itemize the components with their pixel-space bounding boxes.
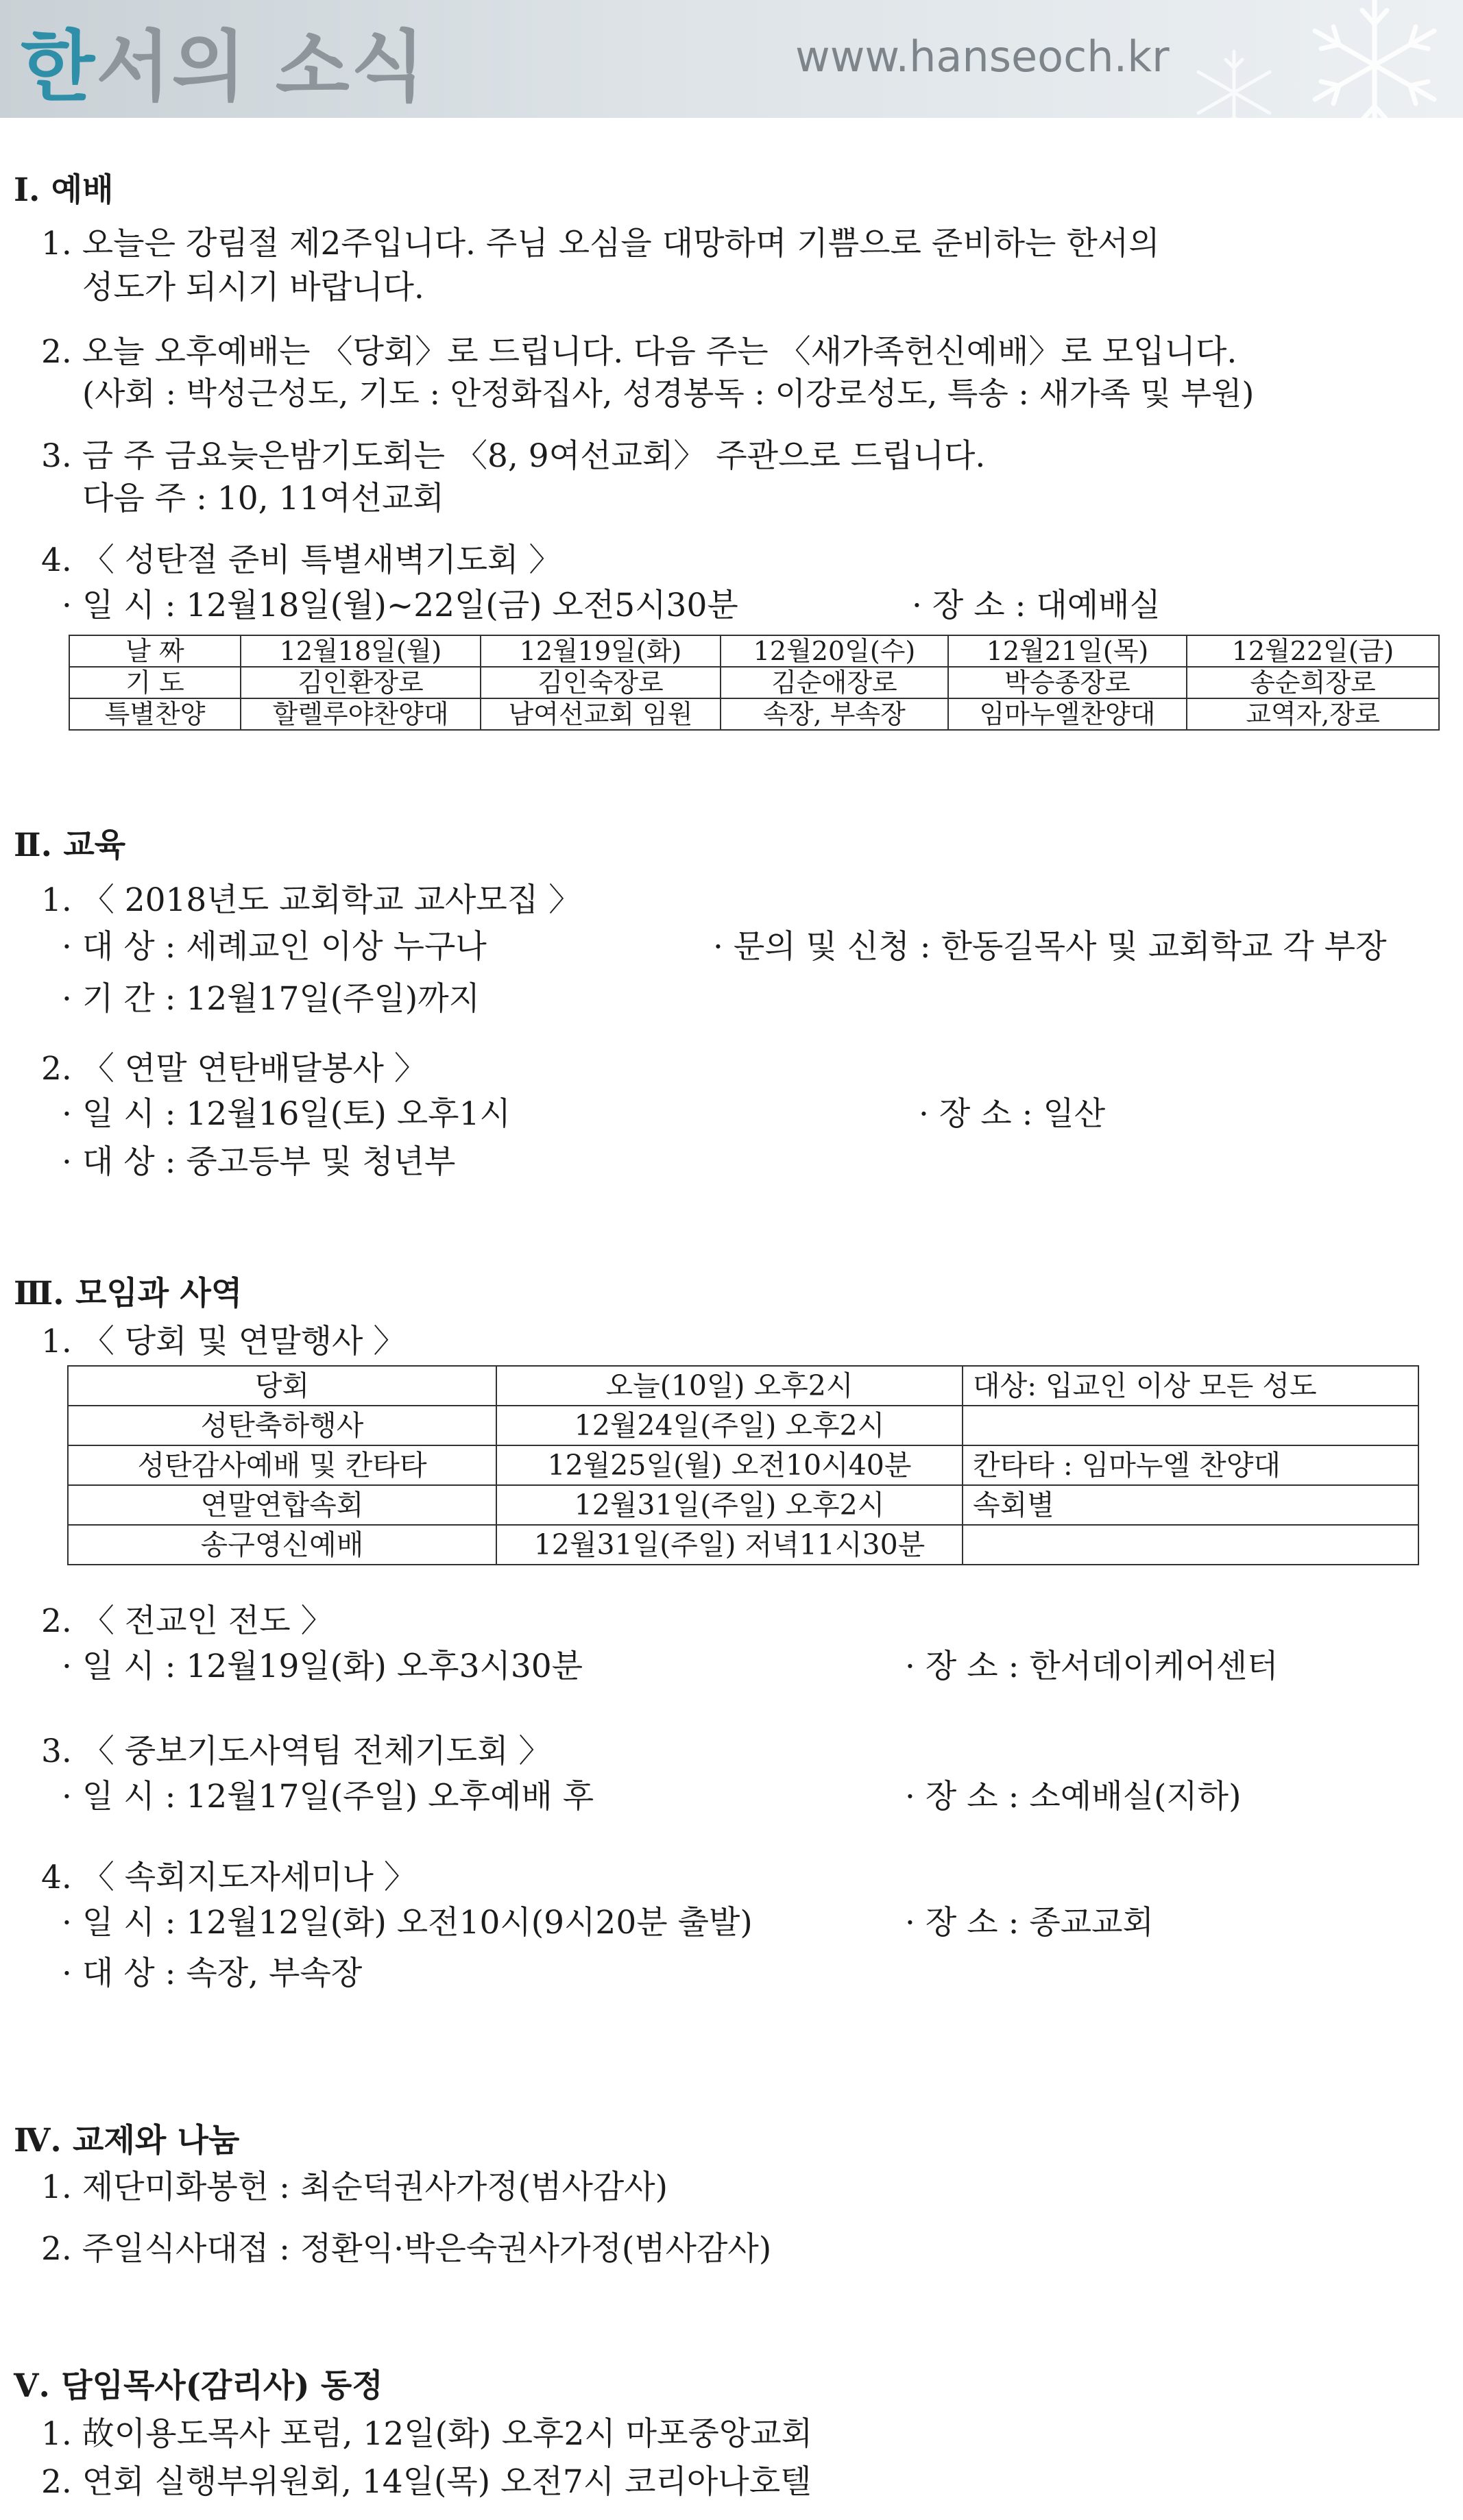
table-cell: 김인환장로	[241, 667, 481, 698]
table-cell: 임마누엘찬양대	[948, 698, 1187, 730]
table-row	[69, 635, 1439, 667]
table-cell: 12월18일(월)	[241, 635, 481, 667]
section-heading-meetings: Ⅲ. 모임과 사역	[14, 1275, 243, 1312]
table-row	[68, 1525, 1418, 1565]
meetings-item-4-title: 4. 〈 속회지도자세미나 〉	[41, 1859, 416, 1896]
table-row	[68, 1485, 1418, 1525]
education-item-2-place: · 장 소 : 일산	[919, 1095, 1106, 1133]
fellowship-item-1: 1. 제단미화봉헌 : 최순덕권사가정(범사감사)	[41, 2168, 668, 2206]
table-row	[68, 1366, 1418, 1406]
bulletin-title	[21, 5, 426, 116]
title-accent: 한	[21, 23, 97, 112]
table-cell: 특별찬양	[69, 698, 241, 730]
website-url[interactable]: www.hanseoch.kr	[795, 32, 1170, 82]
table-cell: 12월19일(화)	[481, 635, 721, 667]
table-cell: 당회	[68, 1366, 496, 1406]
table-cell: 성탄감사예배 및 칸타타	[68, 1445, 496, 1485]
section-heading-education: Ⅱ. 교육	[14, 827, 126, 864]
education-item-2-target: · 대 상 : 중고등부 및 청년부	[62, 1143, 456, 1181]
meetings-item-2-time: · 일 시 : 12월19일(화) 오후3시30분	[62, 1648, 583, 1685]
table-cell: 기 도	[69, 667, 241, 698]
table-cell: 오늘(10일) 오후2시	[496, 1366, 963, 1406]
table-row	[68, 1406, 1418, 1445]
header-banner	[0, 0, 1463, 118]
worship-item-3: 3. 금 주 금요늦은밤기도회는 〈8, 9여선교회〉 주관으로 드립니다.	[41, 437, 986, 475]
table-cell: 12월31일(주일) 저녁11시30분	[496, 1525, 963, 1565]
meetings-item-1-title: 1. 〈 당회 및 연말행사 〉	[41, 1323, 406, 1360]
meetings-item-4-target: · 대 상 : 속장, 부속장	[62, 1955, 363, 1992]
meetings-item-2-place: · 장 소 : 한서데이케어센터	[905, 1648, 1279, 1685]
title-rest: 서의 소식	[96, 23, 426, 112]
worship-item-1-cont: 성도가 되시기 바랍니다.	[82, 269, 424, 306]
table-cell: 연말연합속회	[68, 1485, 496, 1525]
table-cell: 12월22일(금)	[1187, 635, 1439, 667]
snowflake-icon	[1179, 48, 1289, 118]
meetings-item-3-title: 3. 〈 중보기도사역팀 전체기도회 〉	[41, 1733, 551, 1770]
meetings-item-2-title: 2. 〈 전교인 전도 〉	[41, 1602, 333, 1640]
fellowship-item-2: 2. 주일식사대접 : 정환익·박은숙권사가정(범사감사)	[41, 2230, 772, 2268]
education-item-2-title: 2. 〈 연말 연탄배달봉사 〉	[41, 1050, 426, 1088]
worship-item-2: 2. 오늘 오후예배는 〈당회〉로 드립니다. 다음 주는 〈새가족헌신예배〉로 모입니다.	[41, 333, 1237, 371]
worship-item-4-place: · 장 소 : 대예배실	[912, 587, 1161, 624]
meetings-item-3-place: · 장 소 : 소예배실(지하)	[905, 1778, 1242, 1815]
table-cell: 12월20일(수)	[721, 635, 948, 667]
worship-item-2-cont: (사회 : 박성근성도, 기도 : 안정화집사, 성경봉독 : 이강로성도, 특송 : 새가족 및 부원)	[82, 375, 1255, 412]
table-cell: 속장, 부속장	[721, 698, 948, 730]
section-heading-pastor: Ⅴ. 담임목사(감리사) 동정	[14, 2367, 383, 2405]
education-item-1-target: · 대 상 : 세례교인 이상 누구나	[62, 928, 487, 966]
worship-item-4-title: 4. 〈 성탄절 준비 특별새벽기도회 〉	[41, 541, 561, 579]
table-cell: 속회별	[963, 1485, 1418, 1525]
table-cell	[963, 1406, 1418, 1445]
snowflake-icon	[1289, 0, 1460, 118]
table-cell: 12월21일(목)	[948, 635, 1187, 667]
pastor-item-1: 1. 故이용도목사 포럼, 12일(화) 오후2시 마포중앙교회	[41, 2415, 813, 2453]
dawn-prayer-table	[69, 635, 1440, 731]
table-cell: 송구영신예배	[68, 1525, 496, 1565]
table-cell: 남여선교회 임원	[481, 698, 721, 730]
table-cell: 송순희장로	[1187, 667, 1439, 698]
education-item-1-title: 1. 〈 2018년도 교회학교 교사모집 〉	[41, 881, 581, 919]
table-row	[68, 1445, 1418, 1485]
education-item-1-apply: · 문의 및 신청 : 한동길목사 및 교회학교 각 부장	[713, 928, 1387, 966]
worship-item-3-cont: 다음 주 : 10, 11여선교회	[82, 480, 444, 517]
section-heading-fellowship: Ⅳ. 교제와 나눔	[14, 2122, 240, 2160]
table-cell: 박승종장로	[948, 667, 1187, 698]
worship-item-1: 1. 오늘은 강림절 제2주입니다. 주님 오심을 대망하며 기쁨으로 준비하는 한서의	[41, 225, 1160, 262]
table-cell	[963, 1525, 1418, 1565]
table-cell: 김인숙장로	[481, 667, 721, 698]
worship-item-4-time: · 일 시 : 12월18일(월)~22일(금) 오전5시30분	[62, 587, 738, 624]
table-cell: 날 짜	[69, 635, 241, 667]
table-row	[69, 698, 1439, 730]
table-cell: 12월24일(주일) 오후2시	[496, 1406, 963, 1445]
table-cell: 칸타타 : 임마누엘 찬양대	[963, 1445, 1418, 1485]
table-cell: 12월31일(주일) 오후2시	[496, 1485, 963, 1525]
education-item-2-time: · 일 시 : 12월16일(토) 오후1시	[62, 1095, 511, 1133]
table-cell: 12월25일(월) 오전10시40분	[496, 1445, 963, 1485]
pastor-item-2: 2. 연회 실행부위원회, 14일(목) 오전7시 코리아나호텔	[41, 2463, 812, 2501]
table-cell: 할렐루야찬양대	[241, 698, 481, 730]
table-row	[69, 667, 1439, 698]
table-cell: 교역자,장로	[1187, 698, 1439, 730]
section-heading-worship: Ⅰ. 예배	[14, 171, 114, 209]
table-cell: 김순애장로	[721, 667, 948, 698]
meetings-item-4-place: · 장 소 : 종교교회	[905, 1904, 1154, 1942]
education-item-1-period: · 기 간 : 12월17일(주일)까지	[62, 980, 481, 1018]
table-cell: 대상: 입교인 이상 모든 성도	[963, 1366, 1418, 1406]
table-cell: 성탄축하행사	[68, 1406, 496, 1445]
meetings-item-4-time: · 일 시 : 12월12일(화) 오전10시(9시20분 출발)	[62, 1904, 753, 1942]
year-end-events-table	[67, 1365, 1419, 1565]
meetings-item-3-time: · 일 시 : 12월17일(주일) 오후예배 후	[62, 1778, 594, 1815]
